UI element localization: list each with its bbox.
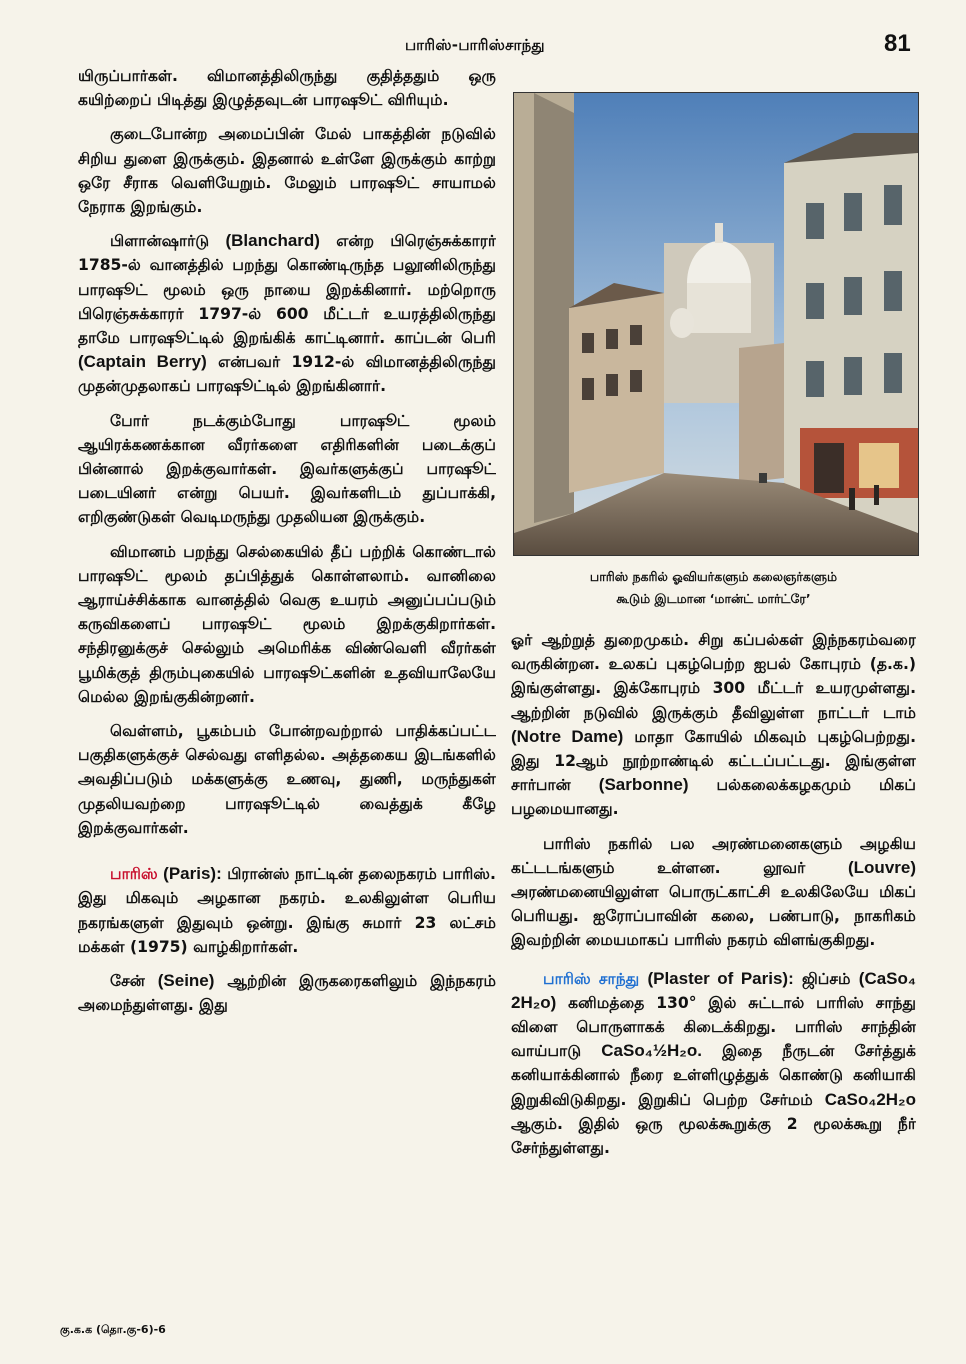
chemical-formula: CaSo₄2H₂o <box>824 1089 916 1109</box>
text-run: அரண்மனையிலுள்ள பொருட்காட்சி உலகிலேயே மிகப் பெரியது. ஐரோப்பாவின் கலை, பண்பாடு, நாகரிகம் இவற்றின் மையமாகப் பாரிஸ் நகரம் விளங்குகிறது. <box>511 883 916 950</box>
text-run: பாரிஸ் நகரில் பல அரண்மனைகளும் அழகிய கட்டடங்களும் உள்ளன. லூவர் <box>511 834 916 877</box>
street-scene-illustration <box>514 93 918 555</box>
latin-term: (Plaster of Paris): <box>647 968 794 988</box>
latin-term: (Blanchard) <box>225 231 320 251</box>
left-column <box>78 64 496 1309</box>
caption-line: கூடும் இடமான ‘மான்ட் மார்ட்ரே’ <box>616 591 811 606</box>
paragraph: விமானம் பறந்து செல்கையில் தீப் பற்றிக் கொண்டால் பாரஷூட் மூலம் தப்பித்துக் கொள்ளலாம். வானிலை ஆராய்ச்சிக்காக வானத்தில் வெகு உயரம் அனுப்பப்படும் கருவிகளைப் பாரஷூட் மூலம் இறக்குகிறார்கள். சந்திரனுக்குச் செல்லும் அமெரிக்க விண்வெளி வீரர்கள் பூமிக்குத் திரும்புகையில் பாரஷூட்களின் உதவியாலேயே மெல்ல இறங்குகின்றனர். <box>78 542 496 706</box>
text-run: ஆகும். இதில் ஒரு மூலக்கூறுக்கு 2 மூலக்கூறு நீர் சேர்ந்துள்ளது. <box>511 1114 916 1158</box>
text-run: பிரான்ஸ் நாட்டின் தலைநகரம் பாரிஸ். இது மிகவும் அழகான நகரம். உலகிலுள்ள பெரிய நகரங்களுள் இதுவும் ஒன்று. இங்கு சுமார் 23 லட்சம் மக்கள் (1975) வாழ்கிறார்கள். <box>78 865 496 956</box>
caption-line: பாரிஸ் நகரில் ஓவியர்களும் கலைஞர்களும் <box>589 569 838 584</box>
latin-term: (Notre Dame) <box>511 726 624 746</box>
entry-plaster-of-paris <box>511 967 916 1161</box>
latin-term: (Captain Berry) <box>78 352 207 372</box>
page-number: 81 <box>884 30 911 57</box>
text-run: பிளான்ஷார்டு <box>110 232 210 251</box>
text-run: பல்கலைக்கழகமும் மிகப் பழமையானது. <box>511 776 916 819</box>
entry-paris <box>78 862 496 959</box>
paragraph: யிருப்பார்கள். விமானத்திலிருந்து குதித்ததும் ஒரு கயிற்றைப் பிடித்து இழுத்தவுடன் பாரஷூட் விரியும். <box>78 67 496 110</box>
text-run: கனிமத்தை 130° இல் சுட்டால் பாரிஸ் சாந்து விளை பொருளாகக் கிடைக்கிறது. பாரிஸ் சாந்தின் வாய்பாடு <box>511 993 916 1061</box>
entry-term: பாரிஸ் சாந்து <box>543 969 640 988</box>
paragraph <box>511 832 916 953</box>
entry-term: பாரிஸ் <box>110 865 158 884</box>
running-title: பாரிஸ்-பாரிஸ்சாந்து <box>405 36 545 54</box>
page-header <box>0 30 966 64</box>
paragraph <box>78 969 496 1017</box>
text-run: சேன் <box>110 971 145 990</box>
latin-term: (Paris): <box>163 864 222 884</box>
text-run: ஜிப்சம் <box>801 969 851 988</box>
text-run: ஓர் ஆற்றுத் துறைமுகம். சிறு கப்பல்கள் இந்நகரம்வரை வருகின்றன. உலகப் புகழ்பெற்ற ஐபல் கோபுரம் (த.க.) இங்குள்ளது. இக்கோபுரம் 300 மீட்டர் உயரமுள்ளது. ஆற்றின் நடுவில் இருக்கும் தீவிலுள்ள நாட்டர் டாம் <box>511 631 916 722</box>
footer-signature: கு.க.க (தொ.கு-6)-6 <box>60 1323 166 1336</box>
paragraph <box>511 628 916 822</box>
text-run: இதை நீருடன் சேர்த்துக் கனியாக்கினால் நீரை உள்ளிழுத்துக் கொண்டு கனியாகி இறுகிவிடுகிறது. இறுகிப் பெற்ற சேர்மம் <box>511 1042 916 1109</box>
photo-caption <box>511 566 916 610</box>
text-run: என்பவர் 1912-ல் விமானத்திலிருந்து முதன்முதலாகப் பாரஷூட்டில் இறங்கினார். <box>78 353 496 396</box>
text-run: என்ற பிரெஞ்சுக்காரர் 1785-ல் வானத்தில் பறந்து கொண்டிருந்த பலூனிலிருந்து பாரஷூட் மூலம் ஒரு நாயை இறக்கினார். மற்றொரு பிரெஞ்சுக்காரர் 1797-ல் 600 மீட்டர் உயரத்திலிருந்து தாமே பாரஷூட்டில் இறங்கிக் காட்டினார். காப்டன் பெரி <box>78 232 496 348</box>
paragraph <box>78 229 496 398</box>
latin-term: (Sarbonne) <box>598 775 689 795</box>
chemical-formula: CaSo₄½H₂o. <box>601 1041 702 1061</box>
text-run: மாதா கோயில் மிகவும் புகழ்பெற்றது. இது 12ஆம் நூற்றாண்டில் கட்டப்பட்டது. இங்குள்ள சார்பான் <box>511 727 916 795</box>
latin-term: (Seine) <box>157 970 215 990</box>
latin-term: (Louvre) <box>848 857 916 877</box>
chemical-formula: (CaSo₄ 2H₂o) <box>511 968 916 1012</box>
montmartre-photo <box>513 92 919 556</box>
paragraph: குடைபோன்ற அமைப்பின் மேல் பாகத்தின் நடுவில் சிறிய துளை இருக்கும். இதனால் உள்ளே இருக்கும் காற்று ஒரே சீராக வெளியேறும். மேலும் பாரஷூட் சாயாமல் நேராக இறங்கும். <box>78 125 496 217</box>
right-column <box>511 628 916 1318</box>
paragraph: வெள்ளம், பூகம்பம் போன்றவற்றால் பாதிக்கப்பட்ட பகுதிகளுக்குச் செல்வது எளிதல்ல. அத்தகைய இடங்களில் அவதிப்படும் மக்களுக்கு உணவு, துணி, மருந்துகள் முதலியவற்றை பாரஷூட்டில் வைத்துக் கீழே இறக்குவார்கள். <box>78 722 496 837</box>
text-run: ஆற்றின் இருகரைகளிலும் இந்நகரம் அமைந்துள்ளது. இது <box>78 971 496 1015</box>
paragraph: போர் நடக்கும்போது பாரஷூட் மூலம் ஆயிரக்கணக்கான வீரர்களை எதிரிகளின் படைக்குப் பின்னால் இறக்குவார்கள். இவர்களுக்குப் பாரஷூட் படையினர் என்று பெயர். இவர்களிடம் துப்பாக்கி, எறிகுண்டுகள் வெடிமருந்து முதலியன இருக்கும். <box>78 411 496 527</box>
